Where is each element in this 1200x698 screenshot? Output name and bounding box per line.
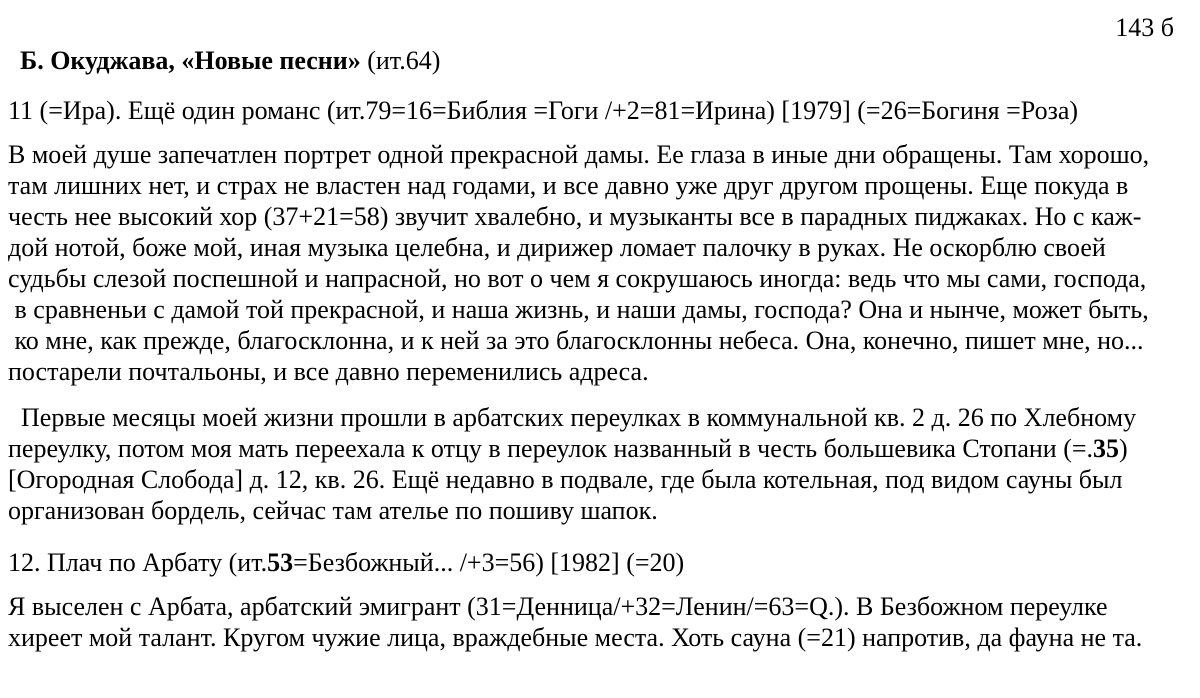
biography-paragraph (8, 402, 1192, 526)
lyrics-line: В моей душе запечатлен портрет одной прекрасной дамы. Ее глаза в иные дни обращены. Там хорошо, (8, 140, 1150, 169)
song-12-heading-bold-number: 53 (267, 548, 294, 577)
song-12-heading-text: =Безбожный... /+3=56) [1982] (=20) (293, 548, 685, 577)
lyrics-line: там лишних нет, и страх не властен над годами, и все давно уже друг другом прощены. Еще покуда в (8, 171, 1129, 200)
document-title-bold: Б. Окуджава, «Новые песни» (20, 46, 361, 75)
bio-line-bold-number: 35 (1093, 434, 1120, 463)
bio-line: Первые месяцы моей жизни прошли в арбатских переулках в коммунальной кв. 2 д. 26 по Хлебному (8, 403, 1137, 432)
document-title (8, 45, 1192, 76)
lyrics-line: Я выселен с Арбата, арбатский эмигрант (31=Денница/+32=Ленин/=63=Q.). В Безбожном переулке (8, 592, 1108, 621)
document-title-regular: (ит.64) (360, 46, 441, 75)
lyrics-line: честь нее высокий хор (37+21=58) звучит хвалебно, и музыканты все в парадных пиджаках. Но с каж- (8, 202, 1142, 231)
song-12-heading (8, 547, 1192, 578)
lyrics-line: постарели почтальоны, и все давно переменились адреса. (8, 357, 649, 386)
song-11-lyrics (8, 139, 1192, 387)
bio-line-text: ) (1119, 434, 1128, 463)
song-11-heading: 11 (=Ира). Ещё один романс (ит.79=16=Библия =Гоги /+2=81=Ирина) [1979] (=26=Богиня =Роза) (8, 96, 1079, 125)
bio-line-text: переулку, потом моя мать переехала к отцу в переулок названный в честь большевика Стопани (=. (8, 434, 1094, 463)
bio-line: [Огородная Слобода] д. 12, кв. 26. Ещё недавно в подвале, где была котельная, под видом сауны был (8, 465, 1123, 494)
bio-line (8, 433, 1192, 464)
lyrics-line: дой нотой, боже мой, иная музыка целебна, и дирижер ломает палочку в руках. Не оскорблю своей (8, 233, 1106, 262)
song-12-lyrics (8, 591, 1192, 653)
lyrics-line: ко мне, как прежде, благосклонна, и к ней за это благосклонны небеса. Она, конечно, пишет мне, но... (8, 326, 1144, 355)
song-12-heading-text: 12. Плач по Арбату (ит. (8, 548, 268, 577)
lyrics-line: хиреет мой талант. Кругом чужие лица, враждебные места. Хоть сауна (=21) напротив, да фауна не та. (8, 623, 1143, 652)
lyrics-line: судьбы слезой поспешной и напрасной, но вот о чем я сокрушаюсь иногда: ведь что мы сами, господа, (8, 264, 1147, 293)
lyrics-line: в сравненьи с дамой той прекрасной, и наша жизнь, и наши дамы, господа? Она и нынче, может быть, (8, 295, 1149, 324)
bio-line: организован бордель, сейчас там ателье по пошиву шапок. (8, 496, 658, 525)
page-number: 143 б (1115, 13, 1174, 42)
